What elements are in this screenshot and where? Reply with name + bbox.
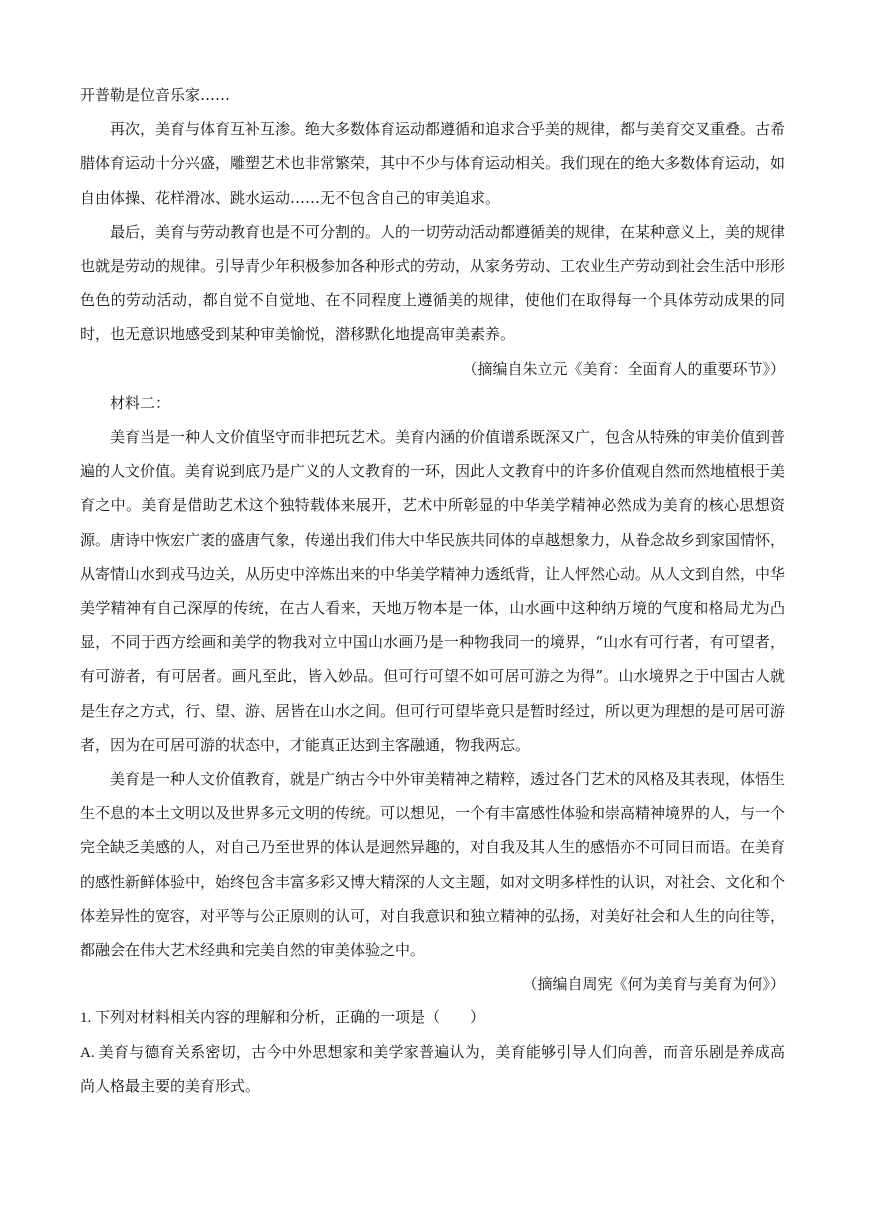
question-1-option-a: A. 美育与德育关系密切，古今中外思想家和美学家普遍认为，美育能够引导人们向善，而音乐剧是养成高尚人格最主要的美育形式。 (80, 1044, 785, 1095)
source-citation-1: （摘编自朱立元《美育：全面育人的重要环节》） (462, 359, 785, 378)
question-1-stem: 1. 下列对材料相关内容的理解和分析，正确的一项是（ ） (80, 1010, 486, 1027)
paragraph-humanistic-value: 美育当是一种人文价值坚守而非把玩艺术。美育内涵的价值谱系既深又广，包含从特殊的审美价值到普遍的人文价值。美育说到底乃是广义的人文教育的一环，因此人文教育中的许多价值观自然而然地植根于美育之中。美育是借助艺术这个独特载体来展开，艺术中所彰显的中华美学精神必然成为美育的核心思想资源。唐诗中恢宏广袤的盛唐气象，传递出我们伟大中华民族共同体的卓越想象力，从眷念故乡到家国情怀，从寄情山水到戎马边关，从历史中淬炼出来的中华美学精神力透纸背，让人怦然心动。从人文到自然，中华美学精神有自己深厚的传统，在古人看来，天地万物本是一体，山水画中这种纳万境的气度和格局尤为凸显，不同于西方绘画和美学的物我对立中国山水画乃是一种物我同一的境界，“山水有可行者，有可望者，有可游者，有可居者。画凡至此，皆入妙品。但可行可望不如可居可游之为得”。山水境界之于中国古人就是生存之方式，行、望、游、居皆在山水之间。但可行可望毕竟只是暂时经过，所以更为理想的是可居可游者，因为在可居可游的状态中，才能真正达到主客融通，物我两忘。 (80, 428, 786, 754)
material2-label: 材料二： (110, 393, 171, 412)
source-citation-2: （摘编自周宪《何为美育与美育为何》） (522, 975, 785, 994)
paragraph-value-education: 美育是一种人文价值教育，就是广纳古今中外审美精神之精粹，透过各门艺术的风格及其表现，体悟生生不息的本土文明以及世界多元文明的传统。可以想见，一个有丰富感性体验和崇高精神境界的人，与一个完全缺乏美感的人，对自己乃至世界的体认是迥然异趣的，对自我及其人生的感悟亦不可同日而语。在美育的感性新鲜体验中，始终包含丰富多彩又博大精深的人文主题，如对文明多样性的认识，对社会、文化和个体差异性的宽容，对平等与公正原则的认可，对自我意识和独立精神的弘扬，对美好社会和人生的向往等，都融会在伟大艺术经典和完美自然的审美体验之中。 (80, 770, 786, 960)
document-page (80, 78, 785, 1104)
paragraph-labor: 最后，美育与劳动教育也是不可分割的。人的一切劳动活动都遵循美的规律，在某种意义上，美的规律也就是劳动的规律。引导青少年积极参加各种形式的劳动，从家务劳动、工农业生产劳动到社会生活中形形色色的劳动活动，都自觉不自觉地、在不同程度上遵循美的规律，使他们在取得每一个具体劳动成果的同时，也无意识地感受到某种审美愉悦，潜移默化地提高审美素养。 (80, 222, 786, 344)
material1-tail-line: 开普勒是位音乐家…… (80, 86, 231, 104)
paragraph-sports: 再次，美育与体育互补互渗。绝大多数体育运动都遵循和追求合乎美的规律，都与美育交叉重叠。古希腊体育运动十分兴盛，雕塑艺术也非常繁荣，其中不少与体育运动相关。我们现在的绝大多数体育运动，如自由体操、花样滑冰、跳水运动……无不包含自己的审美追求。 (80, 120, 786, 207)
